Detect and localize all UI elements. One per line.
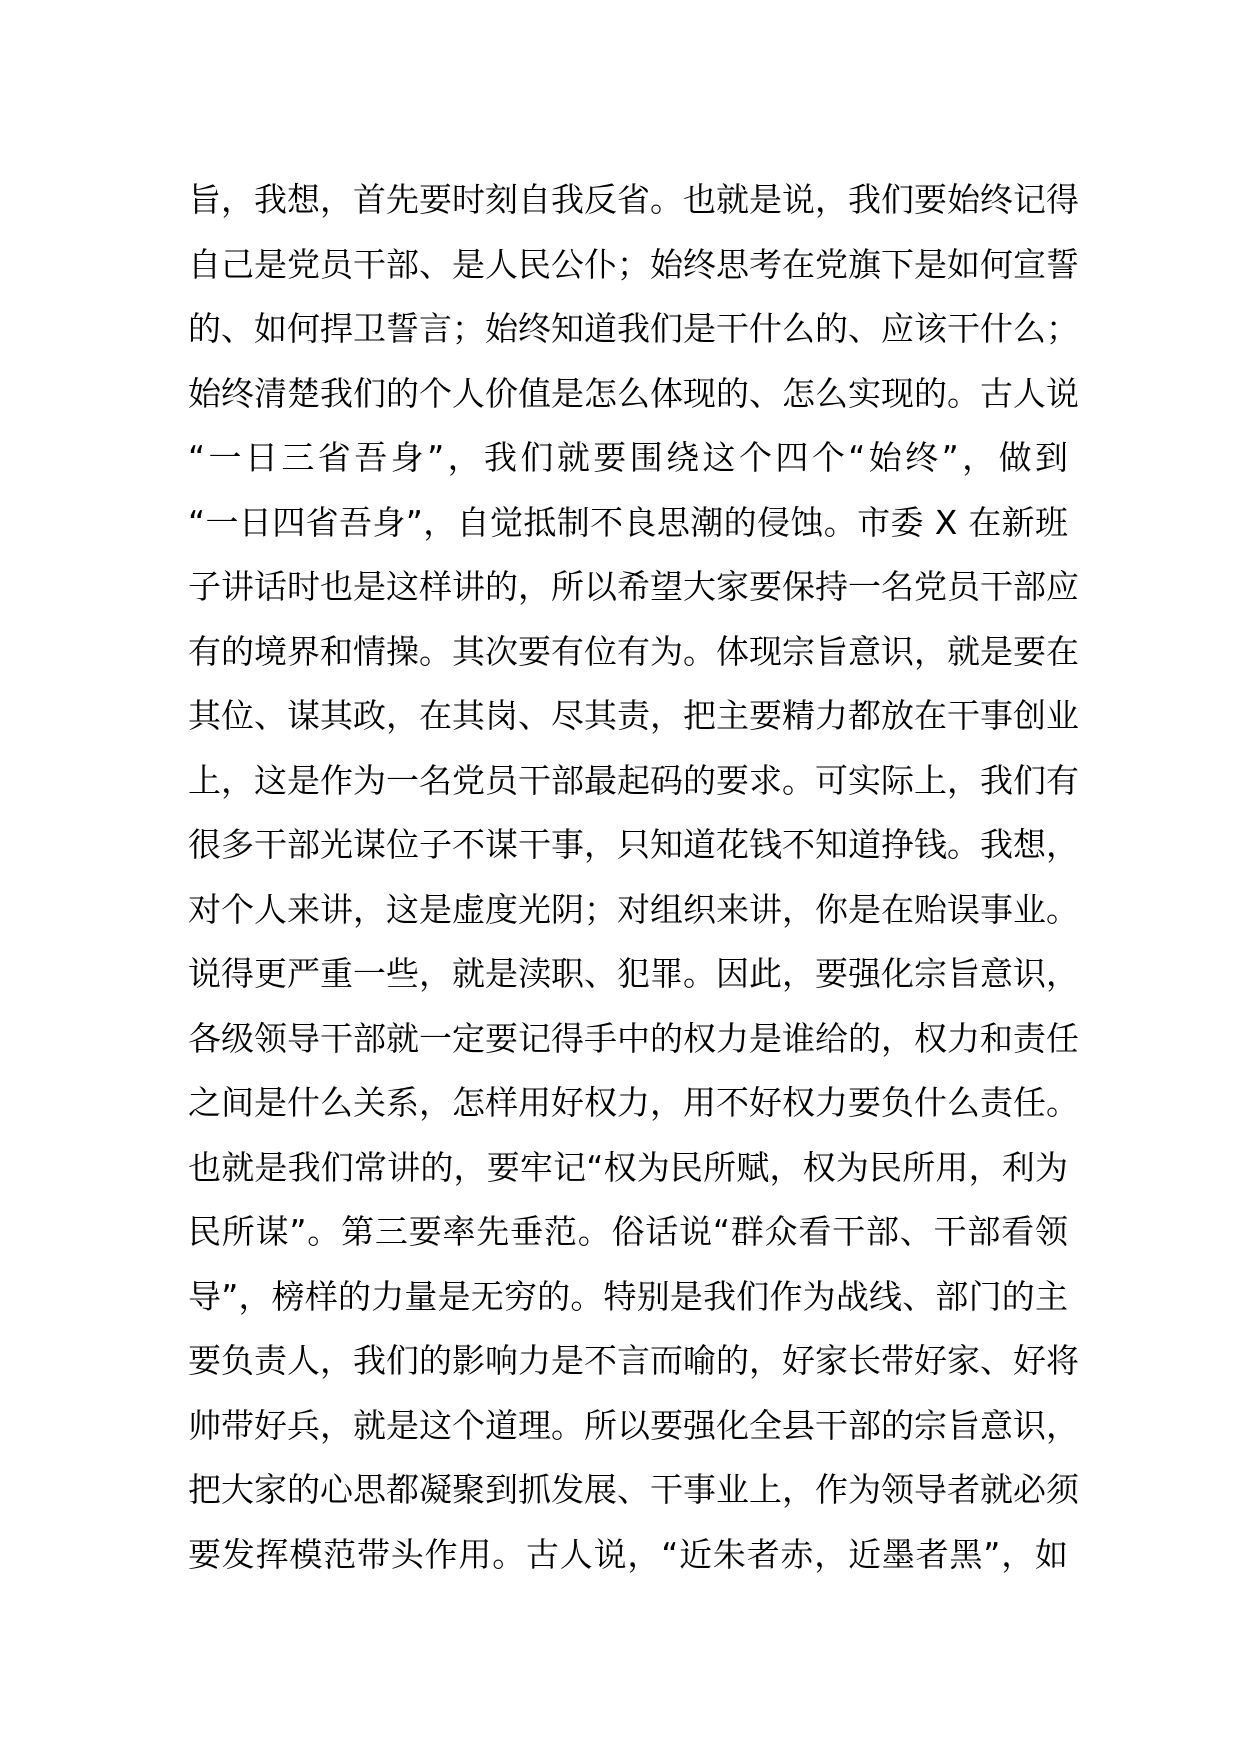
text-line-10: 上，这是作为一名党员干部最起码的要求。可实际上，我们有 [188, 760, 1079, 800]
text-line-14: 各级领导干部就一定要记得手中的权力是谁给的，权力和责任 [188, 1018, 1079, 1058]
text-line-6: “一日四省吾身”，自觉抵制不良思潮的侵蚀。市委 X 在新班 [188, 502, 1068, 542]
text-line-13: 说得更严重一些，就是渎职、犯罪。因此，要强化宗旨意识， [188, 954, 1079, 993]
text-line-20: 帅带好兵，就是这个道理。所以要强化全县干部的宗旨意识， [188, 1405, 1079, 1445]
body-text [188, 168, 1079, 1587]
text-line-5: “一日三省吾身”，我们就要围绕这个四个“始终”，做到 [188, 438, 1068, 477]
text-line-17: 民所谋”。第三要率先垂范。俗话说“群众看干部、干部看领 [188, 1212, 1068, 1251]
text-line-1: 旨，我想，首先要时刻自我反省。也就是说，我们要始终记得 [188, 180, 1079, 219]
text-line-16: 也就是我们常讲的，要牢记“权为民所赋，权为民所用，利为 [188, 1147, 1068, 1187]
text-line-9: 其位、谋其政，在其岗、尽其责，把主要精力都放在干事创业 [188, 696, 1079, 735]
text-line-19: 要负责人，我们的影响力是不言而喻的，好家长带好家、好将 [188, 1341, 1079, 1380]
text-line-7: 子讲话时也是这样讲的，所以希望大家要保持一名党员干部应 [188, 567, 1079, 606]
text-line-21: 把大家的心思都凝聚到抓发展、干事业上，作为领导者就必须 [188, 1470, 1079, 1509]
text-line-4: 始终清楚我们的个人价值是怎么体现的、怎么实现的。古人说 [188, 373, 1079, 413]
text-line-2: 自己是党员干部、是人民公仆；始终思考在党旗下是如何宣誓 [188, 244, 1079, 284]
text-line-11: 很多干部光谋位子不谋干事，只知道花钱不知道挣钱。我想， [188, 825, 1079, 864]
text-line-8: 有的境界和情操。其次要有位有为。体现宗旨意识，就是要在 [188, 631, 1079, 671]
text-line-15: 之间是什么关系，怎样用好权力，用不好权力要负什么责任。 [188, 1083, 1079, 1122]
text-line-3: 的、如何捍卫誓言；始终知道我们是干什么的、应该干什么； [188, 309, 1079, 348]
text-line-22: 要发挥模范带头作用。古人说，“近朱者赤，近墨者黑”，如 [188, 1534, 1068, 1574]
text-line-18: 导”，榜样的力量是无穷的。特别是我们作为战线、部门的主 [188, 1276, 1068, 1316]
text-line-12: 对个人来讲，这是虚度光阴；对组织来讲，你是在贻误事业。 [188, 889, 1079, 929]
